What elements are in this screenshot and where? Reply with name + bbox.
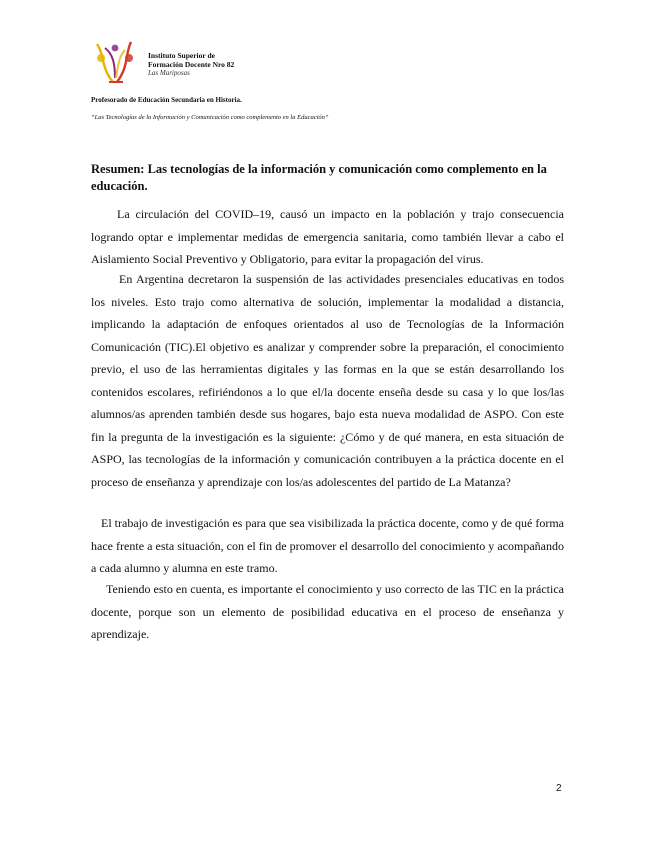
page-number: 2 — [556, 783, 562, 794]
institution-name-line1: Instituto Superior de — [148, 51, 215, 60]
institution-name-line2: Formación Docente Nro 82 — [148, 60, 235, 69]
paragraph-2: En Argentina decretaron la suspensión de las actividades presenciales educativas en todos los niveles. Esto trajo como alternativa de solución, implementar la modalidad a distancia, implicando la adaptación de enfoques orientados al uso de Tecnologías de la Información Comunicación (TIC).El objetivo es analizar y comprender sobre la preparación, el conocimiento previo, el uso de las herramientas digitales y las formas en la que se están desarrollando los contenidos escolares, refiriéndonos a lo que el/la docente enseña desde su casa y lo que los/las alumnos/as aprenden también desde sus hogares, bajo esta nueva modalidad de ASPO. Con este fin la pregunta de la investigación es la siguiente: ¿Cómo y de qué manera, en esta situación de ASPO, las tecnologías de la información y comunicación contribuyen a la práctica docente en el proceso de enseñanza y aprendizaje con los/as adolescentes del partido de La Matanza? — [91, 272, 564, 489]
career-title: Profesorado de Educación Secundaria en Historia. — [91, 96, 242, 104]
institute-logo-icon — [91, 38, 141, 88]
paragraph-1: La circulación del COVID–19, causó un impacto en la población y trajo consecuencia logrando optar e implementar medidas de emergencia sanitaria, como también llevar a cabo el Aislamiento Social Preventivo y Obligatorio, para evitar la propagación del virus. — [91, 207, 564, 266]
subject-title: “Las Tecnologías de la Información y Comunicación como complemento en la Educación” — [91, 114, 329, 121]
paragraph-4: Teniendo esto en cuenta, es importante el conocimiento y uso correcto de las TIC en la práctica docente, porque son un elemento de posibilidad educativa en el proceso de enseñanza y aprendizaje. — [91, 582, 564, 641]
paragraph-3: El trabajo de investigación es para que sea visibilizada la práctica docente, como y de qué forma hace frente a esta situación, con el fin de promover el desarrollo del conocimiento y acompañando a cada alumno y alumna en este tramo. — [91, 516, 564, 575]
institution-name-line3: Las Mariposas — [148, 69, 190, 77]
institution-header — [91, 38, 261, 88]
document-title: Resumen: Las tecnologías de la información y comunicación como complemento en la educación. — [91, 162, 547, 193]
